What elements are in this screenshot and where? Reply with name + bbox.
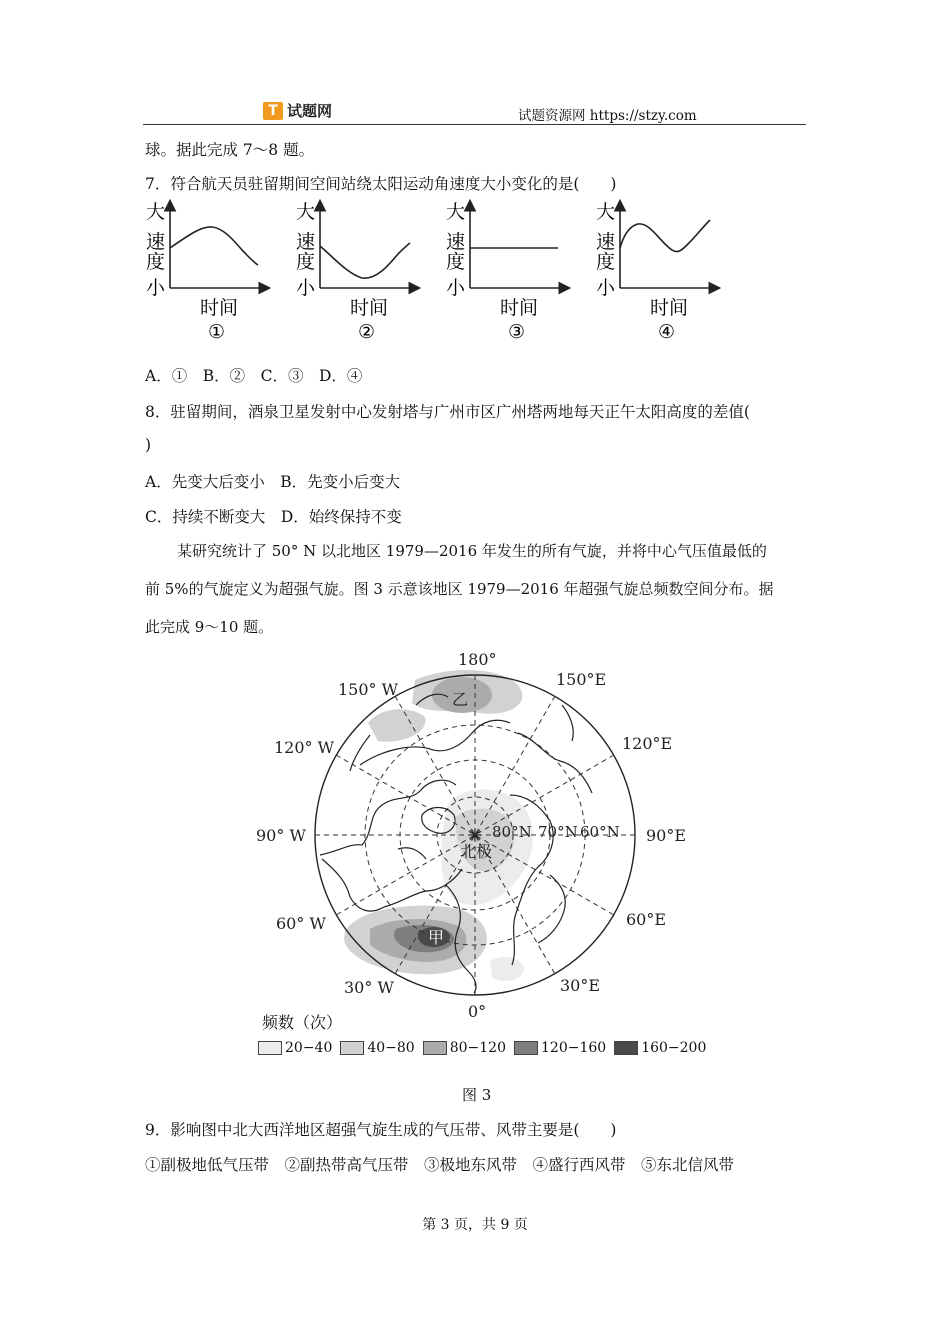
graph-2-ylabel-mid2: 度 [296, 251, 316, 273]
graph-1 [146, 201, 268, 343]
graph-2-ylabel-mid1: 速 [296, 231, 316, 253]
graph-2 [296, 201, 418, 343]
lon-label-120w: 120° W [274, 738, 335, 757]
legend-label-5: 160−200 [641, 1040, 707, 1056]
question-8-options-cd: C．持续不断变大 D．始终保持不变 [145, 508, 402, 526]
graph-4-xlabel: 时间 [650, 297, 689, 319]
question-8-paren: ) [145, 436, 152, 454]
graph-2-curve [320, 243, 410, 278]
graph-1-ylabel-mid2: 度 [146, 251, 166, 273]
graph-4-ylabel-mid2: 度 [596, 251, 616, 273]
lon-label-120e: 120°E [622, 734, 673, 753]
legend-label-1: 20−40 [285, 1040, 333, 1056]
graph-4-curve [620, 220, 710, 252]
legend-item-4 [514, 1040, 606, 1056]
logo-mark: T [263, 102, 283, 120]
passage-line-1: 某研究统计了 50° N 以北地区 1979—2016 年发生的所有气旋，并将中心气压值最低的 [177, 542, 767, 560]
map-legend [258, 1040, 706, 1056]
legend-swatch-4 [514, 1041, 538, 1055]
question-7: 7．符合航天员驻留期间空间站绕太阳运动角速度大小变化的是( ) [145, 175, 617, 193]
legend-item-2 [340, 1040, 414, 1056]
graph-1-ylabel-top: 大 [146, 201, 166, 223]
lon-label-30e: 30°E [560, 976, 601, 995]
graph-4-number: ④ [658, 321, 676, 343]
lat-label-70n: 70°N [538, 823, 578, 841]
graph-3-ylabel-mid1: 速 [446, 231, 466, 253]
header-divider [143, 124, 806, 125]
graph-1-xlabel: 时间 [200, 297, 239, 319]
legend-item-3 [423, 1040, 506, 1056]
graph-4-ylabel-bottom: 小 [596, 277, 616, 299]
legend-swatch-1 [258, 1041, 282, 1055]
graph-1-curve [170, 227, 258, 265]
graph-3-ylabel-mid2: 度 [446, 251, 466, 273]
graph-2-xlabel: 时间 [350, 297, 389, 319]
logo-text: 试题网 [287, 102, 333, 120]
lon-label-30w: 30° W [344, 978, 394, 997]
graph-4 [596, 201, 718, 343]
legend-label-3: 80−120 [449, 1040, 506, 1056]
graph-3 [446, 201, 568, 343]
north-pole-label: 北极 [460, 842, 493, 861]
graph-2-ylabel-top: 大 [296, 201, 316, 223]
lon-label-0: 0° [468, 1002, 487, 1021]
graph-3-ylabel-bottom: 小 [446, 277, 466, 299]
lon-label-90e: 90°E [646, 826, 687, 845]
intro-line: 球。据此完成 7～8 题。 [145, 141, 315, 159]
site-url: 试题资源网 https://stzy.com [518, 108, 697, 124]
north-pole-star-icon [469, 829, 481, 841]
lon-label-150e: 150°E [556, 670, 607, 689]
polar-map [250, 645, 687, 1025]
legend-label-4: 120−160 [541, 1040, 607, 1056]
graph-4-ylabel-top: 大 [596, 201, 616, 223]
legend-swatch-2 [340, 1041, 364, 1055]
lon-label-150w: 150° W [338, 680, 399, 699]
passage-line-2: 前 5%的气旋定义为超强气旋。图 3 示意该地区 1979—2016 年超强气旋总频数空间分布。据 [145, 580, 774, 598]
lon-label-90w: 90° W [256, 826, 306, 845]
site-logo [263, 100, 332, 121]
passage-line-3: 此完成 9～10 题。 [145, 618, 274, 636]
legend-item-5 [614, 1040, 706, 1056]
graph-1-ylabel-mid1: 速 [146, 231, 166, 253]
legend-label-2: 40−80 [367, 1040, 415, 1056]
lon-label-60w: 60° W [276, 914, 326, 933]
graph-3-xlabel: 时间 [500, 297, 539, 319]
lat-label-80n: 80°N [492, 823, 532, 841]
graph-2-number: ② [358, 321, 376, 343]
lat-label-60n: 60°N [580, 823, 620, 841]
legend-item-1 [258, 1040, 332, 1056]
region-jia-label: 甲 [428, 928, 445, 947]
speed-graphs [140, 196, 730, 346]
graph-1-ylabel-bottom: 小 [146, 277, 166, 299]
figure-caption: 图 3 [462, 1086, 492, 1104]
graph-3-ylabel-top: 大 [446, 201, 466, 223]
lon-label-180: 180° [458, 650, 497, 669]
question-9-options: ①副极地低气压带 ②副热带高气压带 ③极地东风带 ④盛行西风带 ⑤东北信风带 [145, 1156, 735, 1174]
lon-label-60e: 60°E [626, 910, 667, 929]
question-9: 9．影响图中北大西洋地区超强气旋生成的气压带、风带主要是( ) [145, 1121, 617, 1139]
legend-swatch-5 [614, 1041, 638, 1055]
question-8: 8．驻留期间，酒泉卫星发射中心发射塔与广州市区广州塔两地每天正午太阳高度的差值( [145, 403, 750, 421]
legend-title: 频数（次） [262, 1013, 343, 1032]
graph-2-ylabel-bottom: 小 [296, 277, 316, 299]
graph-4-ylabel-mid1: 速 [596, 231, 616, 253]
question-7-options: A．① B．② C．③ D．④ [145, 367, 363, 385]
legend-swatch-3 [423, 1041, 447, 1055]
question-8-options-ab: A．先变大后变小 B．先变小后变大 [145, 473, 401, 491]
page-footer: 第 3 页，共 9 页 [422, 1217, 528, 1233]
graph-1-number: ① [208, 321, 226, 343]
graph-3-number: ③ [508, 321, 526, 343]
region-yi-label: 乙 [452, 690, 469, 709]
